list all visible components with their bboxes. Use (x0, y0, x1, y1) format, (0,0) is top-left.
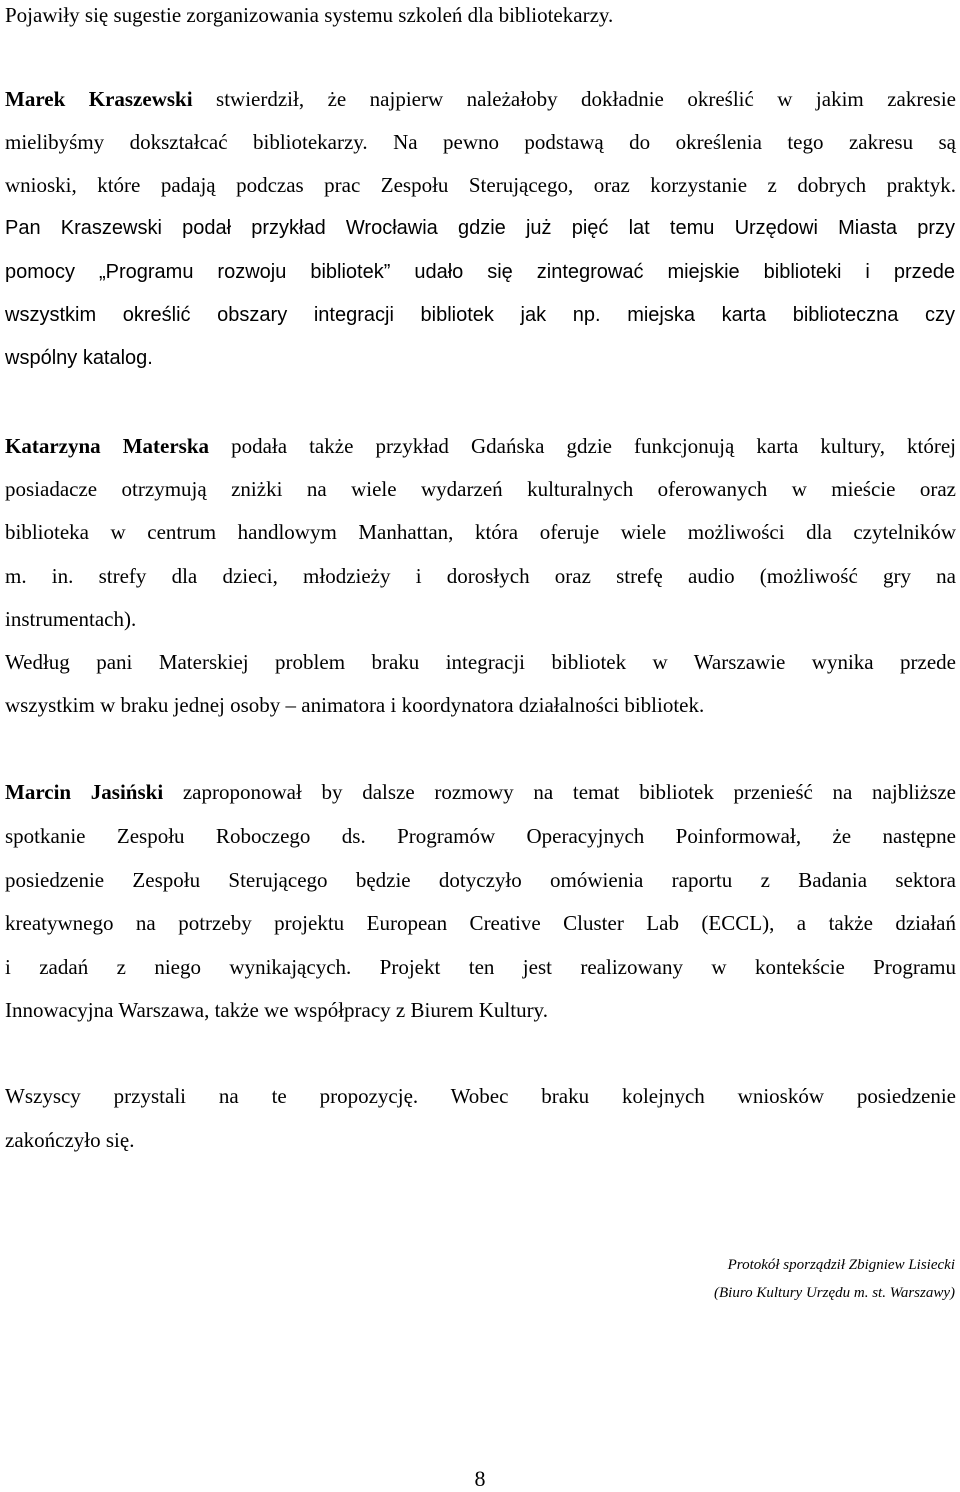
speaker-name: Katarzyna Materska (5, 434, 210, 458)
paragraph-line: Pan Kraszewski podał przykład Wrocławia gdzie już pięć lat temu Urzędowi Miasta przy (5, 217, 955, 239)
paragraph-line: posiadacze otrzymują zniżki na wiele wydarzeń kulturalnych oferowanych w mieście oraz (5, 477, 956, 501)
intro-line: Pojawiły się sugestie zorganizowania systemu szkoleń dla bibliotekarzy. (5, 3, 614, 27)
paragraph-line: Wszyscy przystali na te propozycję. Wobec braku kolejnych wniosków posiedzenie (5, 1084, 956, 1108)
paragraph-line: Katarzyna Materska podała także przykład Gdańska gdzie funkcjonują karta kultury, której (5, 434, 956, 458)
paragraph-line: wnioski, które padają podczas prac Zespołu Sterującego, oraz korzystanie z dobrych praktyk. (5, 173, 956, 197)
paragraph-line: wspólny katalog. (5, 347, 153, 369)
paragraph-line: Według pani Materskiej problem braku integracji bibliotek w Warszawie wynika przede (5, 650, 956, 674)
paragraph-line: kreatywnego na potrzeby projektu European Creative Cluster Lab (ECCL), a także działań (5, 911, 956, 935)
paragraph-line: wszystkim w braku jednej osoby – animatora i koordynatora działalności bibliotek. (5, 693, 705, 717)
paragraph-line: mielibyśmy dokształcać bibliotekarzy. Na pewno podstawą do określenia tego zakresu są (5, 130, 956, 154)
paragraph-line: i zadań z niego wynikających. Projekt ten jest realizowany w kontekście Programu (5, 955, 956, 979)
speaker-name: Marcin Jasiński (5, 780, 164, 804)
paragraph-line: Marek Kraszewski stwierdził, że najpierw należałoby dokładnie określić w jakim zakresie (5, 87, 956, 111)
paragraph-line: m. in. strefy dla dzieci, młodzieży i dorosłych oraz strefę audio (możliwość gry na (5, 564, 956, 588)
paragraph-line: biblioteka w centrum handlowym Manhattan, która oferuje wiele możliwości dla czytelników (5, 520, 956, 544)
signature-line: Protokół sporządził Zbigniew Lisiecki (727, 1257, 955, 1273)
signature-line: (Biuro Kultury Urzędu m. st. Warszawy) (714, 1285, 955, 1301)
paragraph-line: zakończyło się. (5, 1128, 135, 1152)
paragraph-line: spotkanie Zespołu Roboczego ds. Programów Operacyjnych Poinformował, że następne (5, 824, 956, 848)
paragraph-line: Marcin Jasiński zaproponował by dalsze rozmowy na temat bibliotek przenieść na najbliższe (5, 780, 957, 804)
paragraph-line: wszystkim określić obszary integracji bibliotek jak np. miejska karta biblioteczna czy (5, 304, 955, 326)
paragraph-line: Innowacyjna Warszawa, także we współpracy z Biurem Kultury. (5, 998, 548, 1022)
speaker-name: Marek Kraszewski (5, 87, 193, 111)
paragraph-line: pomocy „Programu rozwoju bibliotek” udało się zintegrować miejskie biblioteki i przede (5, 261, 955, 283)
paragraph-line: instrumentach). (5, 607, 137, 631)
paragraph-line: posiedzenie Zespołu Sterującego będzie dotyczyło omówienia raportu z Badania sektora (5, 868, 956, 892)
page-number: 8 (474, 1466, 486, 1491)
